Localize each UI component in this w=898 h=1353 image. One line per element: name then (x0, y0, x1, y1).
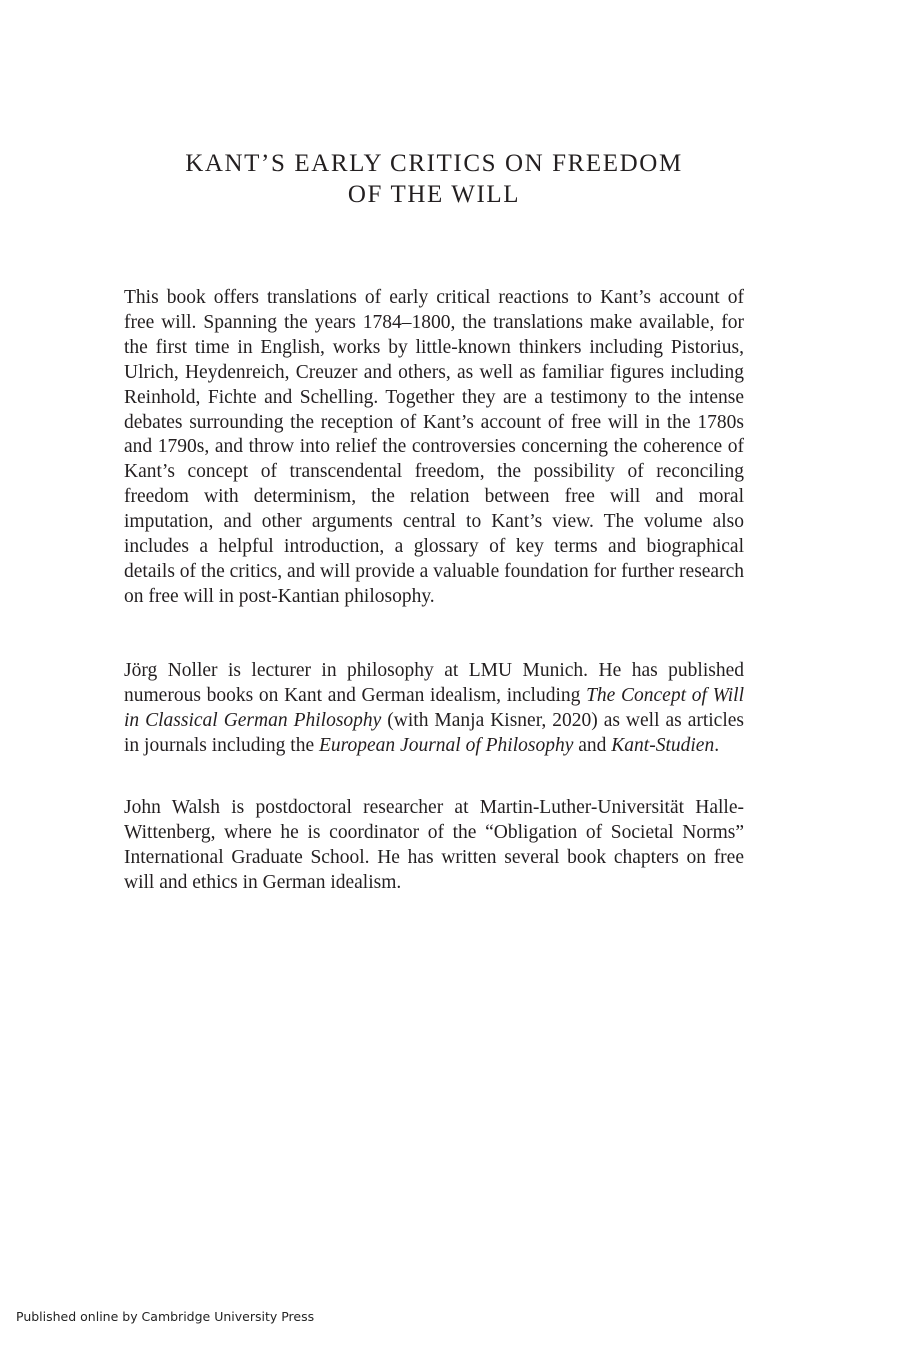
bio-noller-book-title: The Concept of Will in Classical German Philosophy (124, 684, 744, 731)
page-title-line-1: KANT’S EARLY CRITICS ON FREEDOM (185, 150, 683, 177)
book-description: This book offers translations of early critical reactions to Kant’s account of free will. Spanning the years 1784–1800, the translations make available, for the first time in English, works by little-known thinkers including Pistorius, Ulrich, Heydenreich, Creuzer and others, as well as familiar figures including Reinhold, Fichte and Schelling. Together they are a testimony to the intense debates surrounding the reception of Kant’s account of free will in the 1780s and 1790s, and throw into relief the controversies concerning the coherence of Kant’s concept of transcendental freedom, the possibility of reconciling freedom with determinism, the relation between free will and moral imputation, and other arguments central to Kant’s view. The volume also includes a helpful introduction, a glossary of key terms and biographical details of the critics, and will provide a valuable foundation for further research on free will in post-Kantian philosophy. (124, 287, 744, 607)
author-bio-walsh: John Walsh is postdoctoral researcher at Martin-Luther-Universität Halle-Wittenberg, where he is coordinator of the “Obligation of Societal Norms” International Graduate School. He has written several book chapters on free will and ethics in German idealism. (124, 797, 744, 893)
bio-noller-text-3: and (573, 734, 612, 756)
bio-noller-text-2: (with Manja Kisner, 2020) as well as articles in journals including the (124, 709, 744, 756)
bio-noller-journal-2: Kant-Studien (611, 734, 715, 756)
publisher-footer: Published online by Cambridge University Press (16, 1309, 315, 1324)
page-title-line-2: OF THE WILL (347, 181, 521, 208)
bio-noller-journal-1: European Journal of Philosophy (318, 734, 574, 756)
bio-noller-text-4: . (714, 734, 720, 756)
page-title (124, 148, 744, 210)
bio-noller-text-1: Jörg Noller is lecturer in philosophy at LMU Munich. He has published numerous books on Kant and German idealism, including (124, 660, 744, 706)
author-bio-noller (124, 659, 744, 759)
